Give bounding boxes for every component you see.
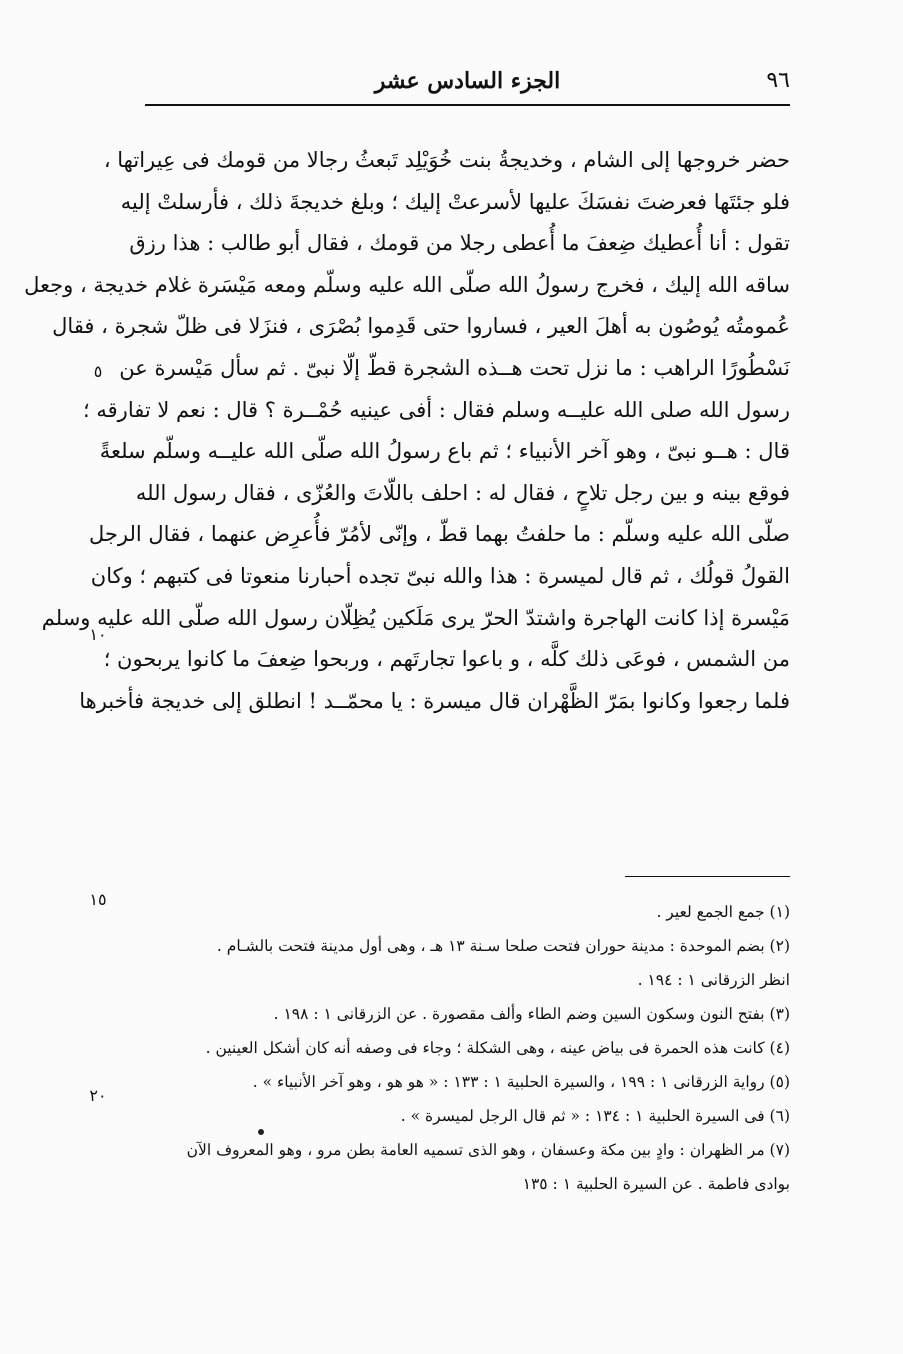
- text-line: فلو جئتَها فعرضتَ نفسَكَ عليها لأسرعتْ إليك ؛ وبلغ خديجةَ ذلك ، فأرسلتْ إليه: [120, 189, 790, 214]
- footnote: (٥) رواية الزرقانى ١ : ١٩٩ ، والسيرة الحلبية ١ : ١٣٣ : « هو هو ، وهو آخر الأنبياء » .: [252, 1073, 790, 1091]
- text-line: عُمومتُه يُوصُون به أهلَ العير ، فساروا حتى قَدِموا بُصْرَى ، فنزَلا فى ظلّ شجرة ، فقال: [52, 314, 790, 339]
- text-line: ساقه الله إليك ، فخرج رسولُ الله صلّى الله عليه وسلّم ومعه مَيْسَرة غلام خديجة ، وجعل: [24, 272, 790, 297]
- page-number: ٩٦: [766, 68, 790, 93]
- text-line: قال : هــو نبىّ ، وهو آخر الأنبياء ؛ ثم باع رسولُ الله صلّى الله عليــه وسلّم سلعةً: [99, 439, 790, 464]
- text-line: مَيْسرة إذا كانت الهاجرة واشتدّ الحرّ يرى مَلَكين يُظِلّان رسول الله صلّى الله عليه وسلم: [41, 605, 790, 630]
- footnote: (٣) بفتح النون وسكون السين وضم الطاء وألف مقصورة . عن الزرقانى ١ : ١٩٨ .: [273, 1005, 790, 1023]
- text-line: حضر خروجها إلى الشام ، وخديجةُ بنت خُوَيْلِد تَبعثُ رجالا من قومك فى عِيراتها ،: [103, 148, 790, 172]
- running-header: [145, 62, 790, 106]
- running-title: الجزء السادس عشر: [374, 68, 561, 94]
- line-number: ١٠: [89, 625, 107, 644]
- text-line: فوقع بينه و بين رجل تلاحٍ ، فقال له : احلف باللّاتَ والعُزّى ، فقال رسول الله: [135, 480, 790, 505]
- footnote: (٧) مر الظهران : وادٍ بين مكة وعسفان ، وهو الذى تسميه العامة بطن مرو ، وهو المعروف الآن: [186, 1141, 790, 1159]
- text-line: فلما رجعوا وكانوا بمَرّ الظَّهْران قال ميسرة : يا محمّــد ! انطلق إلى خديجة فأخبرها: [79, 688, 790, 713]
- text-line: تقول : أنا أُعطيك ضِعفَ ما أُعطى رجلا من قومك ، فقال أبو طالب : هذا رزق: [129, 231, 790, 256]
- footnotes: [145, 895, 790, 1201]
- text-line: نَسْطُورًا الراهب : ما نزل تحت هــذه الشجرة قطّ إلّا نبىّ . ثم سأل مَيْسرة عن: [119, 355, 790, 380]
- line-number: ٢٠: [89, 1086, 107, 1105]
- footnote: (٢) بضم الموحدة : مدينة حوران فتحت صلحا سـنة ١٣ هـ ، وهى أول مدينة فتحت بالشـام .: [216, 937, 790, 955]
- footnote: (٤) كانت هذه الحمرة فى بياض عينه ، وهى الشكلة ؛ وجاء فى وصفه أنه كان أشكل العينين .: [205, 1039, 790, 1057]
- text-line: رسول الله صلى الله عليــه وسلم فقال : أفى عينيه حُمْــرة ؟ قال : نعم لا تفارقه ؛: [83, 397, 790, 422]
- footnote: (١) جمع الجمع لعير .: [656, 903, 790, 921]
- line-number: ١٥: [89, 890, 107, 909]
- footnote-rule: [625, 876, 790, 877]
- text-line: صلّى الله عليه وسلّم : ما حلفتُ بهما قطّ ، وإنّى لأمُرّ فأُعرِض عنهما ، فقال الرجل: [89, 522, 790, 547]
- footnote-continuation: بوادى فاطمة . عن السيرة الحلبية ١ : ١٣٥: [522, 1175, 790, 1193]
- footnote: (٦) فى السيرة الحلبية ١ : ١٣٤ : « ثم قال الرجل لميسرة » .: [400, 1107, 790, 1125]
- footnote-continuation: انظر الزرقانى ١ : ١٩٤ .: [637, 971, 790, 989]
- line-number: ٥: [93, 362, 103, 381]
- ink-dot: [258, 1129, 264, 1135]
- text-line: من الشمس ، فوعَى ذلك كلَّه ، و باعوا تجارتَهم ، وربحوا ضِعفَ ما كانوا يربحون ؛: [103, 647, 790, 672]
- text-line: القولُ قولُك ، ثم قال لميسرة : هذا والله نبىّ تجده أحبارنا منعوتا فى كتبهم ؛ وكان: [90, 563, 790, 588]
- header-rule: [145, 104, 790, 106]
